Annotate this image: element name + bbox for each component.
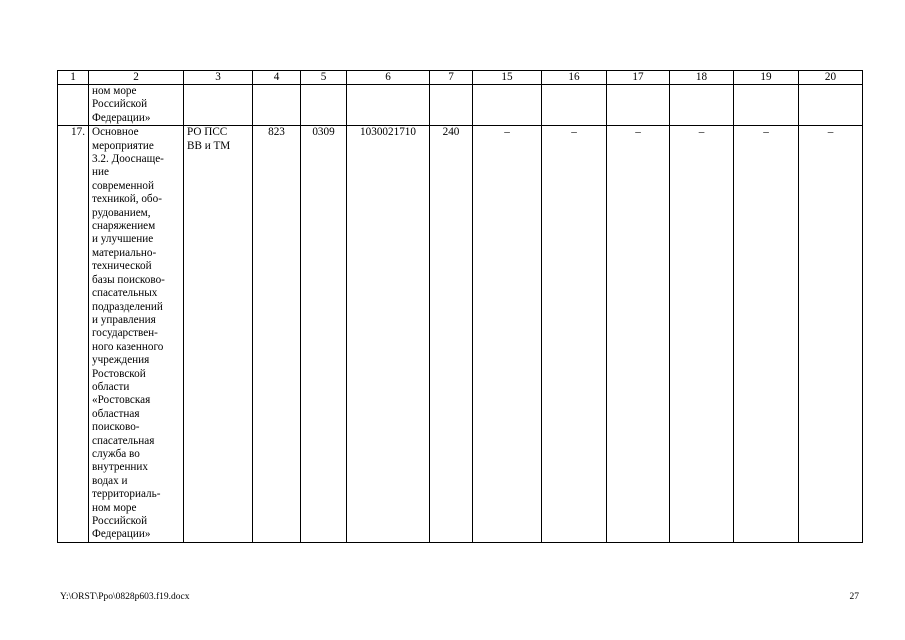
header-cell-5: 5 (301, 71, 347, 85)
table-row-continuation (58, 85, 863, 126)
header-cell-16: 16 (542, 71, 607, 85)
text-line: Федерации» (92, 111, 151, 124)
header-cell-20: 20 (799, 71, 863, 85)
text-line: ном море (92, 85, 137, 97)
text-line: современной (92, 179, 155, 192)
text-line: Федерации» (92, 528, 151, 541)
text-line: подразделений (92, 300, 163, 313)
text-line: учреждения (92, 354, 150, 367)
cell-18 (670, 85, 734, 126)
text-line: Российской (92, 515, 148, 527)
text-line: ного казенного (92, 340, 164, 353)
cell-5: 0309 (301, 126, 347, 543)
header-row (58, 71, 863, 85)
table-row-17 (58, 126, 863, 543)
text-line: ном море (92, 501, 137, 514)
cell-16: – (542, 126, 607, 543)
cell-7: 240 (430, 126, 473, 543)
cell-16 (542, 85, 607, 126)
cell-name (89, 85, 184, 126)
text-line: материально- (92, 246, 157, 259)
cell-15 (473, 85, 542, 126)
text-line: спасательная (92, 434, 155, 447)
cell-17 (607, 85, 670, 126)
header-cell-18: 18 (670, 71, 734, 85)
text-line: внутренних (92, 461, 149, 474)
text-line: водах и (92, 474, 128, 487)
budget-table (57, 70, 863, 543)
text-line: служба во (92, 447, 140, 460)
cell-17: – (607, 126, 670, 543)
footer-page-number: 27 (849, 592, 859, 602)
cell-20 (799, 85, 863, 126)
header-cell-2: 2 (89, 71, 184, 85)
header-cell-17: 17 (607, 71, 670, 85)
text-line: 3.2. Дооснаще- (92, 153, 164, 166)
cell-20: – (799, 126, 863, 543)
header-cell-15: 15 (473, 71, 542, 85)
header-cell-4: 4 (253, 71, 301, 85)
text-line: ние (92, 166, 109, 179)
cell-executor (184, 85, 253, 126)
cell-6 (347, 85, 430, 126)
text-line: РО ПСС (187, 126, 228, 139)
text-line: Ростовской (92, 367, 146, 380)
text-line: ВВ и ТМ (187, 139, 231, 152)
header-cell-3: 3 (184, 71, 253, 85)
header-cell-19: 19 (734, 71, 799, 85)
text-line: областная (92, 407, 140, 420)
cell-executor (184, 126, 253, 543)
text-line: техникой, обо- (92, 193, 162, 206)
text-line: рудованием, (92, 206, 151, 219)
footer-file-path: Y:\ORST\Ppo\0828p603.f19.docx (60, 592, 190, 602)
text-line: области (92, 380, 130, 393)
cell-18: – (670, 126, 734, 543)
text-line: территориаль- (92, 488, 161, 501)
cell-5 (301, 85, 347, 126)
header-cell-6: 6 (347, 71, 430, 85)
text-line: технической (92, 260, 152, 273)
cell-6: 1030021710 (347, 126, 430, 543)
text-line: спасательных (92, 287, 158, 300)
cell-15: – (473, 126, 542, 543)
text-line: и управления (92, 313, 156, 326)
cell-4: 823 (253, 126, 301, 543)
text-line: мероприятие (92, 139, 154, 152)
text-line: поисково- (92, 421, 140, 434)
text-line: государствен- (92, 327, 158, 340)
text-line: и улучшение (92, 233, 154, 246)
text-line: Основное (92, 126, 139, 139)
text-line: базы поисково- (92, 273, 165, 286)
cell-num (58, 85, 89, 126)
text-line: Российской (92, 98, 148, 111)
cell-19: – (734, 126, 799, 543)
cell-num: 17. (58, 126, 89, 543)
header-cell-1: 1 (58, 71, 89, 85)
cell-4 (253, 85, 301, 126)
cell-19 (734, 85, 799, 126)
text-line: «Ростовская (92, 394, 151, 407)
text-line: снаряжением (92, 220, 156, 233)
cell-name (89, 126, 184, 543)
header-cell-7: 7 (430, 71, 473, 85)
cell-7 (430, 85, 473, 126)
